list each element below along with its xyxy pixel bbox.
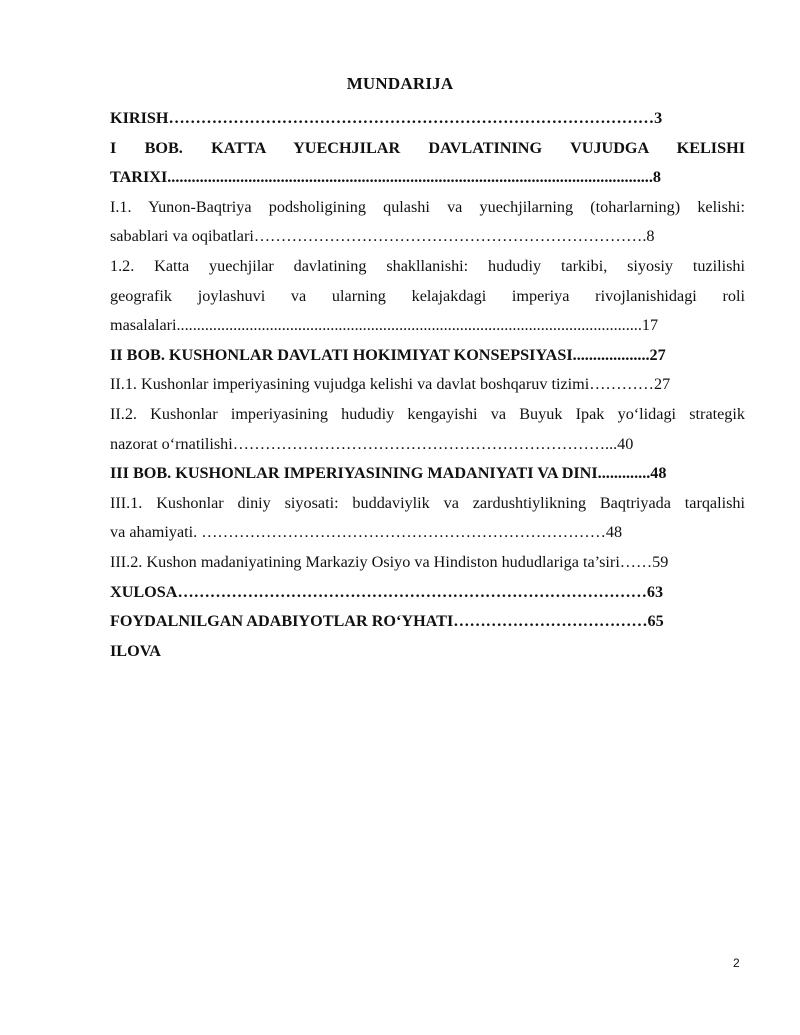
toc-line: III BOB. KUSHONLAR IMPERIYASINING MADANIYATI VA DINI.............48 — [110, 464, 667, 483]
toc-line: nazorat o‘rnatilishi……………………………………………………………...40 — [110, 434, 634, 453]
toc-line: III.2. Kushon madaniyatining Markaziy Osiyo va Hindiston hududlariga ta’siri……59 — [110, 552, 669, 571]
toc-line: II.1. Kushonlar imperiyasining vujudga kelishi va davlat boshqaruv tizimi…………27 — [110, 375, 671, 394]
page-title: MUNDARIJA — [346, 74, 454, 93]
toc-line: III.1. Kushonlar diniy siyosati: buddaviylik va zardushtiylikning Baqtriyada tarqalishi — [110, 493, 745, 512]
toc-line: XULOSA……………………………………………………………………………63 — [110, 582, 664, 601]
toc-line: TARIXI........................................................................................................................8 — [110, 168, 661, 187]
toc-line: va ahamiyati. …………………………………………………………………48 — [110, 523, 623, 542]
toc-line: II.2. Kushonlar imperiyasining hududiy kengayishi va Buyuk Ipak yo‘lidagi strategik — [110, 404, 745, 423]
toc-line: II BOB. KUSHONLAR DAVLATI HOKIMIYAT KONSEPSIYASI...................27 — [110, 345, 666, 364]
toc-line: I.1. Yunon-Baqtriya podsholigining qulashi va yuechjilarning (toharlarning) kelishi: — [110, 197, 745, 216]
page-number: 2 — [733, 956, 740, 970]
toc-line: sabablari va oqibatlari……………………………………………………………….8 — [110, 227, 655, 246]
toc-line: masalalari...................................................................................................................17 — [110, 316, 659, 335]
toc-line: KIRISH………………………………………………………………………………3 — [110, 109, 663, 127]
table-of-contents — [110, 104, 745, 666]
toc-line: ILOVA — [110, 641, 161, 660]
toc-line: FOYDALNILGAN ADABIYOTLAR RO‘YHATI………………………………65 — [110, 612, 664, 631]
toc-line: 1.2. Katta yuechjilar davlatining shakllanishi: hududiy tarkibi, siyosiy tuzilishi — [110, 256, 745, 275]
toc-line: I BOB. KATTA YUECHJILAR DAVLATINING VUJUDGA KELISHI — [110, 138, 745, 157]
toc-line: geografik joylashuvi va ularning kelajakdagi imperiya rivojlanishidagi roli — [110, 286, 745, 305]
